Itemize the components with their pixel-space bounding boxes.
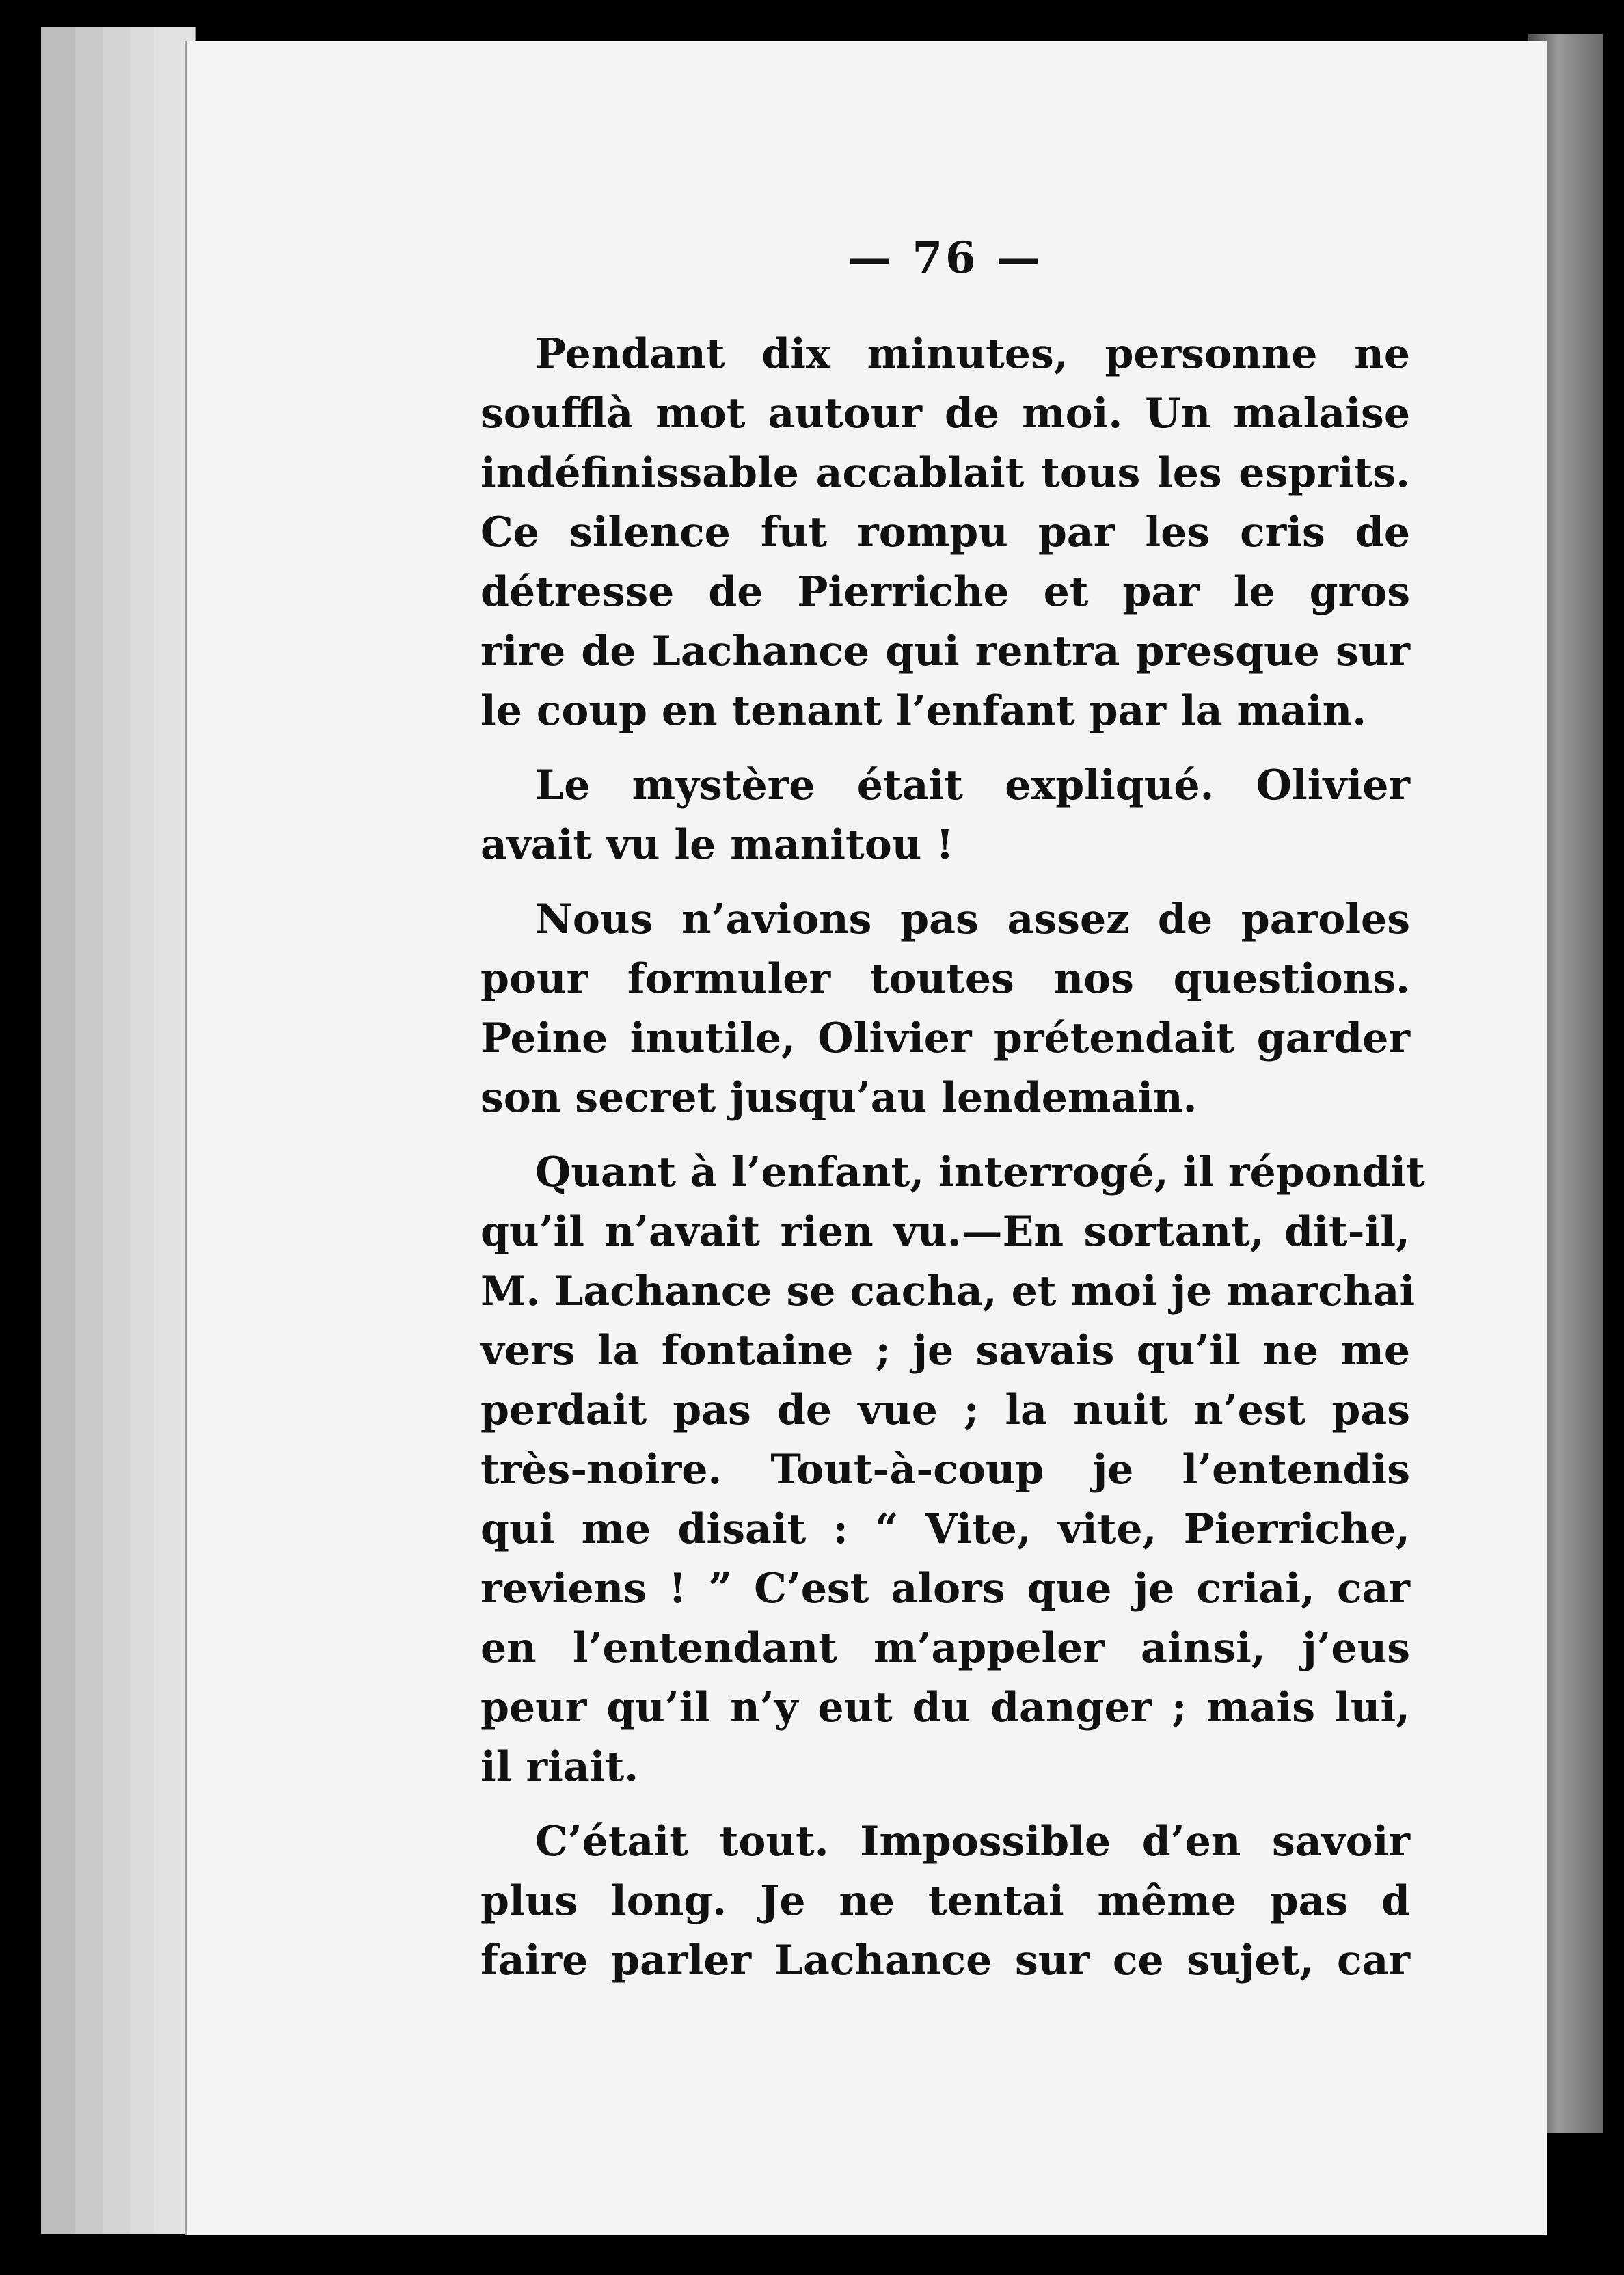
text-line: avait vu le manitou !: [481, 821, 954, 869]
text-line: Pendant dix minutes, personne ne: [535, 330, 1410, 378]
text-line: peur qu’il n’y eut du danger ; mais lui,: [481, 1684, 1410, 1732]
text-line: qu’il n’avait rien vu.—En sortant, dit-il,: [481, 1208, 1410, 1256]
page-number: — 76 —: [848, 232, 1043, 284]
text-line: C’était tout. Impossible d’en savoir: [535, 1818, 1410, 1866]
text-line: perdait pas de vue ; la nuit n’est pas: [481, 1386, 1410, 1434]
text-line: très-noire. Tout-à-coup je l’entendis: [481, 1446, 1410, 1494]
text-line: en l’entendant m’appeler ainsi, j’eus: [481, 1624, 1410, 1672]
text-line: qui me disait : “ Vite, vite, Pierriche,: [481, 1505, 1410, 1553]
paragraph: [481, 756, 1410, 875]
paragraph: [481, 325, 1410, 741]
text-line: Le mystère était expliqué. Olivier: [535, 762, 1410, 809]
text-line: rire de Lachance qui rentra presque sur: [481, 628, 1410, 675]
paragraph: [481, 1143, 1425, 1797]
text-line: indéfinissable accablait tous les esprits.: [481, 449, 1410, 497]
text-line: reviens ! ” C’est alors que je criai, car: [481, 1565, 1410, 1613]
text-line: pour formuler toutes nos questions.: [481, 955, 1410, 1003]
text-line: M. Lachance se cacha, et moi je marchai: [481, 1267, 1416, 1315]
book-page: [185, 41, 1547, 2235]
paragraph: [481, 890, 1410, 1128]
text-line: détresse de Pierriche et par le gros: [481, 568, 1410, 616]
page-text-block: [481, 232, 1425, 2006]
text-line: soufflà mot autour de moi. Un malaise: [481, 390, 1410, 438]
text-line: le coup en tenant l’enfant par la main.: [481, 687, 1367, 735]
text-line: il riait.: [481, 1743, 639, 1791]
text-line: plus long. Je ne tentai même pas d: [481, 1877, 1410, 1925]
text-line: Peine inutile, Olivier prétendait garder: [481, 1014, 1410, 1062]
text-line: Nous n’avions pas assez de paroles: [535, 896, 1410, 943]
text-line: Quant à l’enfant, interrogé, il répondit: [535, 1148, 1425, 1196]
text-line: Ce silence fut rompu par les cris de: [481, 509, 1410, 556]
text-line: vers la fontaine ; je savais qu’il ne me: [481, 1327, 1410, 1375]
paragraph: [481, 1812, 1410, 1991]
text-line: faire parler Lachance sur ce sujet, car: [481, 1937, 1410, 1984]
text-line: son secret jusqu’au lendemain.: [481, 1074, 1197, 1122]
